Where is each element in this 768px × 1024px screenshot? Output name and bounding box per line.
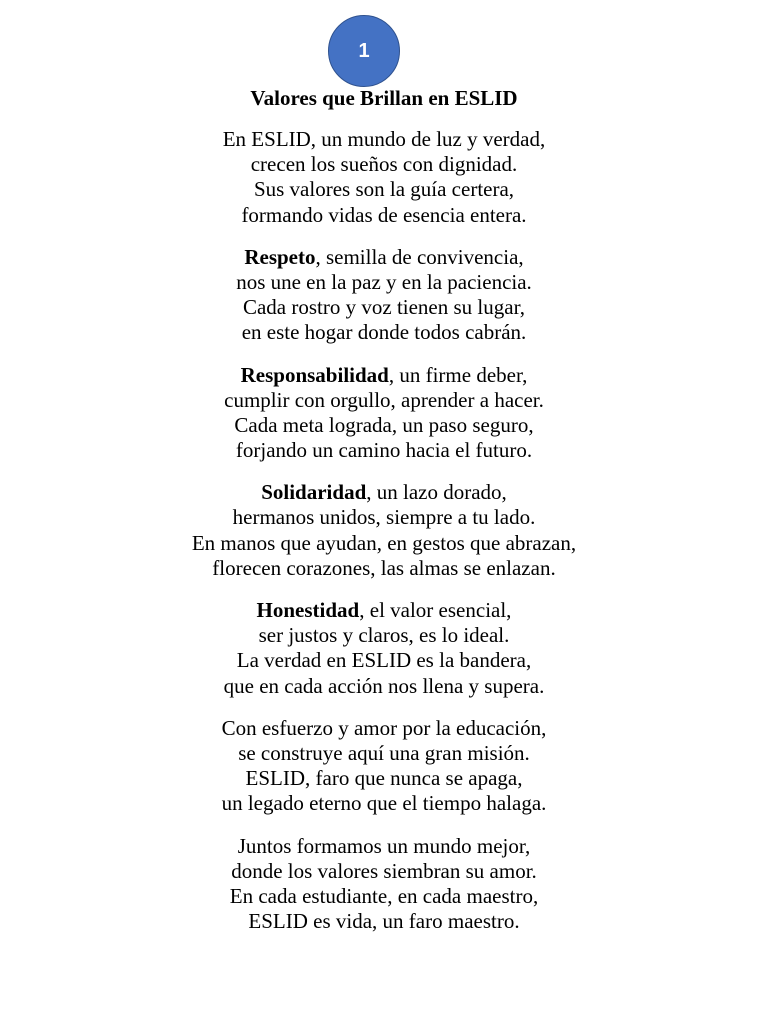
line-text: Cada rostro y voz tienen su lugar, bbox=[242, 295, 525, 320]
page-number: 1 bbox=[358, 39, 370, 62]
poem-line bbox=[0, 834, 768, 859]
poem-line bbox=[0, 884, 768, 909]
line-text: se construye aquí una gran misión. bbox=[238, 740, 530, 765]
line-text: forjando un camino hacia el futuro. bbox=[235, 438, 533, 463]
value-keyword: Honestidad bbox=[256, 598, 360, 622]
line-text: ESLID es vida, un faro maestro. bbox=[248, 909, 520, 934]
value-keyword: Responsabilidad bbox=[240, 362, 389, 387]
stanza bbox=[0, 363, 768, 464]
poem-line bbox=[0, 152, 768, 177]
poem-line bbox=[0, 363, 768, 388]
line-text: ser justos y claros, es lo ideal. bbox=[258, 623, 510, 648]
stanza bbox=[0, 598, 768, 699]
line-text: En ESLID, un mundo de luz y verdad, bbox=[222, 127, 546, 151]
poem-line bbox=[0, 791, 768, 816]
stanza bbox=[0, 127, 768, 228]
page-number-badge bbox=[328, 15, 400, 87]
poem-line bbox=[0, 320, 768, 345]
line-text: florecen corazones, las almas se enlazan. bbox=[212, 555, 556, 580]
line-text: en este hogar donde todos cabrán. bbox=[241, 320, 527, 345]
stanza bbox=[0, 716, 768, 817]
poem-line bbox=[0, 245, 768, 270]
line-text: que en cada acción nos llena y supera. bbox=[223, 673, 545, 698]
stanza bbox=[0, 480, 768, 581]
poem-line bbox=[0, 295, 768, 320]
poem-line bbox=[0, 909, 768, 934]
poem-line bbox=[0, 741, 768, 766]
line-text: La verdad en ESLID es la bandera, bbox=[236, 648, 532, 673]
poem-line bbox=[0, 556, 768, 581]
poem-line bbox=[0, 716, 768, 741]
value-keyword: Solidaridad bbox=[261, 480, 367, 505]
poem-line bbox=[0, 859, 768, 884]
poem-line bbox=[0, 480, 768, 505]
stanza bbox=[0, 245, 768, 346]
line-text: Con esfuerzo y amor por la educación, bbox=[221, 715, 547, 740]
poem-line bbox=[0, 648, 768, 673]
line-text: un legado eterno que el tiempo halaga. bbox=[221, 791, 547, 816]
poem-line bbox=[0, 438, 768, 463]
poem-title: Valores que Brillan en ESLID bbox=[250, 86, 518, 110]
poem-line bbox=[0, 531, 768, 556]
poem-line bbox=[0, 127, 768, 152]
poem-line bbox=[0, 203, 768, 228]
stanza bbox=[0, 834, 768, 935]
line-text: , un firme deber, bbox=[388, 362, 528, 387]
poem-line bbox=[0, 270, 768, 295]
line-text: crecen los sueños con dignidad. bbox=[250, 152, 518, 177]
line-text: , un lazo dorado, bbox=[366, 480, 507, 505]
poem-line bbox=[0, 766, 768, 791]
line-text: En cada estudiante, en cada maestro, bbox=[229, 883, 539, 908]
line-text: donde los valores siembran su amor. bbox=[231, 858, 537, 883]
line-text: Juntos formamos un mundo mejor, bbox=[237, 833, 531, 858]
poem-line bbox=[0, 598, 768, 623]
line-text: cumplir con orgullo, aprender a hacer. bbox=[224, 387, 544, 412]
poem-line bbox=[0, 413, 768, 438]
poem-line bbox=[0, 388, 768, 413]
line-text: , el valor esencial, bbox=[359, 598, 512, 622]
poem-line bbox=[0, 505, 768, 530]
line-text: nos une en la paz y en la paciencia. bbox=[236, 269, 532, 294]
line-text: formando vidas de esencia entera. bbox=[241, 202, 527, 227]
line-text: Cada meta lograda, un paso seguro, bbox=[234, 412, 534, 437]
value-keyword: Respeto bbox=[244, 244, 316, 269]
line-text: ESLID, faro que nunca se apaga, bbox=[245, 766, 523, 791]
poem-body bbox=[0, 127, 768, 951]
poem-line bbox=[0, 623, 768, 648]
poem-line bbox=[0, 674, 768, 699]
line-text: Sus valores son la guía certera, bbox=[253, 177, 515, 202]
poem-line bbox=[0, 177, 768, 202]
line-text: , semilla de convivencia, bbox=[315, 244, 524, 269]
line-text: En manos que ayudan, en gestos que abrazan, bbox=[191, 530, 577, 555]
line-text: hermanos unidos, siempre a tu lado. bbox=[232, 505, 536, 530]
